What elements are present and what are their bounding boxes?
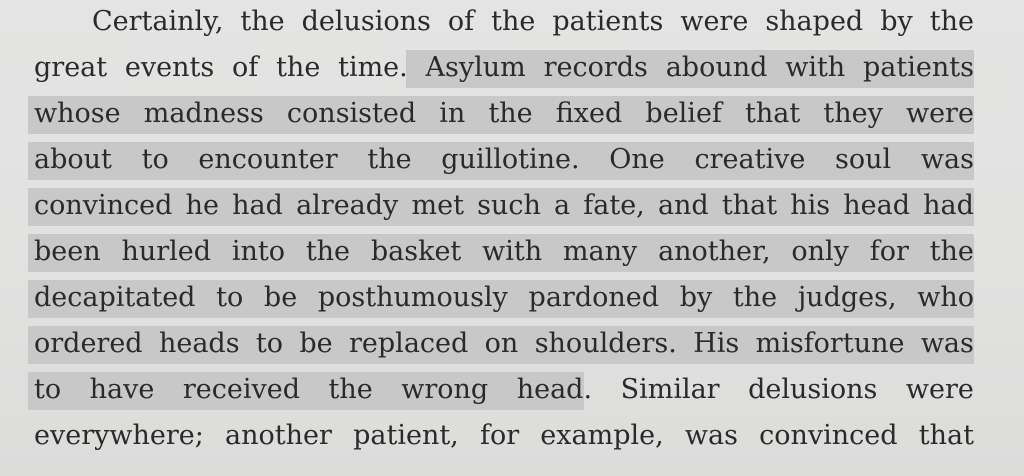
word: to — [255, 328, 284, 359]
word: were — [680, 6, 749, 37]
word: records — [543, 52, 648, 83]
word: delusions — [748, 374, 878, 405]
word: in — [439, 98, 466, 129]
word: the — [491, 6, 536, 37]
word: that — [745, 98, 801, 129]
word: consisted — [286, 98, 417, 129]
word: another, — [658, 236, 771, 267]
text-line-3 — [34, 92, 974, 136]
word: have — [89, 374, 155, 405]
word: guillotine. — [441, 144, 580, 175]
word: misfortune — [755, 328, 905, 359]
word: and — [657, 190, 709, 221]
word: Similar — [620, 374, 720, 405]
word: for — [479, 420, 520, 451]
word: head — [843, 190, 911, 221]
word: only — [791, 236, 849, 267]
word: with — [785, 52, 846, 83]
word: that — [721, 190, 778, 221]
word: were — [905, 98, 974, 129]
word: pardoned — [528, 282, 660, 313]
word: soul — [835, 144, 892, 175]
word: everywhere; — [34, 420, 204, 451]
word: about — [34, 144, 112, 175]
word: abound — [665, 52, 768, 83]
word: they — [823, 98, 883, 129]
word: fate, — [583, 190, 645, 221]
text-line-9 — [34, 368, 974, 412]
word: the — [732, 282, 778, 313]
word: delusions — [301, 6, 431, 37]
word: another — [225, 420, 332, 451]
word: into — [231, 236, 285, 267]
word: encounter — [198, 144, 338, 175]
word: belief — [645, 98, 722, 129]
word: events — [124, 52, 215, 83]
word: His — [693, 328, 740, 359]
word: of — [447, 6, 475, 37]
word: was — [920, 328, 974, 359]
word: Certainly, — [92, 6, 224, 37]
word: the — [328, 374, 373, 405]
word: a — [554, 190, 571, 221]
word: be — [299, 328, 333, 359]
word: convinced — [759, 420, 898, 451]
word: the — [305, 236, 351, 267]
text-line-5 — [34, 184, 974, 228]
word: be — [263, 282, 298, 313]
word: by — [679, 282, 713, 313]
text-line-2 — [34, 46, 974, 90]
word: posthumously — [317, 282, 508, 313]
word: One — [609, 144, 665, 175]
word: heads — [158, 328, 240, 359]
word: had — [232, 190, 283, 221]
text-line-6 — [34, 230, 974, 274]
word: ordered — [34, 328, 143, 359]
word: for — [869, 236, 909, 267]
word: creative — [694, 144, 806, 175]
word: the — [488, 98, 533, 129]
word: basket — [370, 236, 462, 267]
word: the — [240, 6, 285, 37]
word: to — [216, 282, 244, 313]
word: the — [929, 6, 974, 37]
word: judges, — [797, 282, 897, 313]
word: wrong — [401, 374, 489, 405]
word: decapitated — [34, 282, 196, 313]
word: on — [484, 328, 519, 359]
word: hurled — [121, 236, 212, 267]
word: already — [296, 190, 399, 221]
word: he — [185, 190, 219, 221]
word: with — [482, 236, 543, 267]
word: met — [411, 190, 464, 221]
word: that — [918, 420, 974, 451]
word: patient, — [353, 420, 459, 451]
word: patients — [552, 6, 664, 37]
word: head. — [516, 374, 593, 405]
word: example, — [540, 420, 664, 451]
word: patients — [863, 52, 974, 83]
text-line-7 — [34, 276, 974, 320]
word: great — [34, 52, 108, 83]
word: his — [790, 190, 831, 221]
word: who — [917, 282, 974, 313]
word: by — [880, 6, 913, 37]
word: was — [920, 144, 974, 175]
text-line-8 — [34, 322, 974, 366]
word: replaced — [349, 328, 469, 359]
word: whose — [34, 98, 121, 129]
word: convinced — [34, 190, 173, 221]
word: Asylum — [425, 52, 526, 83]
text-line-4 — [34, 138, 974, 182]
text-line-1 — [92, 0, 974, 44]
word: were — [905, 374, 974, 405]
word: the — [276, 52, 321, 83]
word: time. — [338, 52, 408, 83]
word: the — [367, 144, 412, 175]
word: madness — [143, 98, 264, 129]
word: the — [929, 236, 974, 267]
word: such — [477, 190, 541, 221]
word: to — [141, 144, 169, 175]
word: was — [684, 420, 738, 451]
word: shoulders. — [534, 328, 677, 359]
word: received — [182, 374, 300, 405]
word: had — [923, 190, 974, 221]
word: to — [34, 374, 62, 405]
word: many — [562, 236, 638, 267]
word: of — [232, 52, 259, 83]
word: been — [34, 236, 101, 267]
word: fixed — [555, 98, 623, 129]
text-line-10 — [34, 414, 974, 458]
word: shaped — [765, 6, 864, 37]
